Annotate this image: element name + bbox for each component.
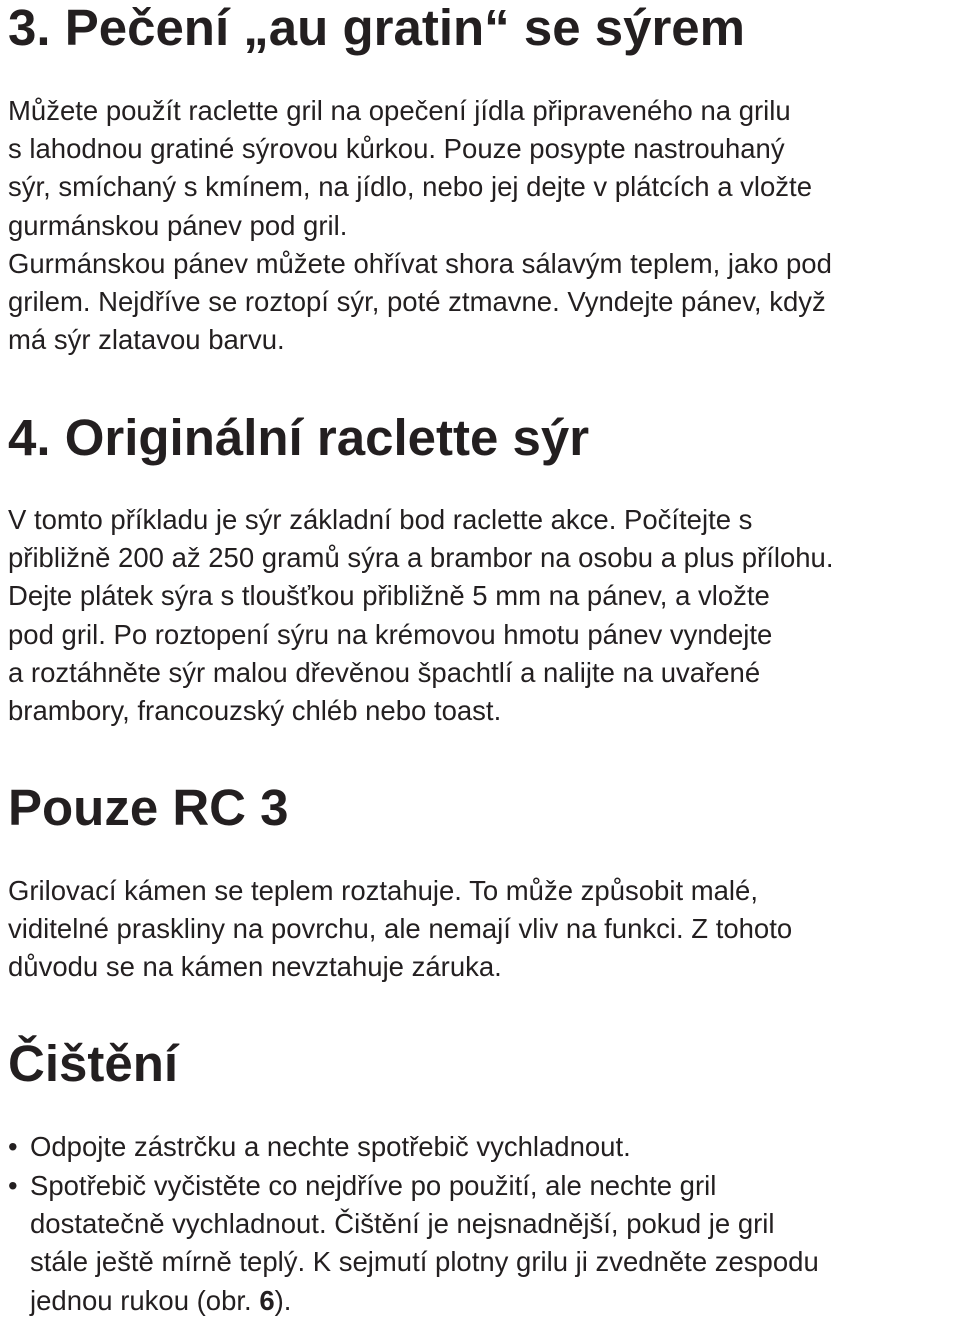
text-line: Můžete použít raclette gril na opečení jídla připraveného na grilu bbox=[8, 95, 791, 126]
rc3-heading: Pouze RC 3 bbox=[8, 779, 289, 836]
text-line-with-figure-ref bbox=[30, 1282, 960, 1320]
cleaning-heading: Čištění bbox=[8, 1035, 179, 1092]
text-line: důvodu se na kámen nevztahuje záruka. bbox=[8, 951, 502, 983]
section-4-paragraph bbox=[8, 501, 960, 730]
text-line: pod gril. Po roztopení sýru na krémovou hmotu pánev vyndejte bbox=[8, 618, 773, 650]
text-line: V tomto příkladu je sýr základní bod raclette akce. Počítejte s bbox=[8, 504, 753, 535]
text-line: sýr, smíchaný s kmínem, na jídlo, nebo jej dejte v plátcích a vložte bbox=[8, 171, 812, 203]
text-line: má sýr zlatavou barvu. bbox=[8, 324, 285, 356]
bullet-icon: • bbox=[8, 1131, 18, 1162]
text-line: Grilovací kámen se teplem roztahuje. To může způsobit malé, bbox=[8, 875, 758, 906]
text-line: dostatečně vychladnout. Čištění je nejsnadnější, pokud je gril bbox=[30, 1208, 775, 1240]
text-line: přibližně 200 až 250 gramů sýra a brambor na osobu a plus přílohu. bbox=[8, 542, 834, 574]
text-fragment: ). bbox=[274, 1284, 292, 1316]
text-line: grilem. Nejdříve se roztopí sýr, poté ztmavne. Vyndejte pánev, když bbox=[8, 286, 826, 318]
text-fragment: jednou rukou (obr. bbox=[30, 1284, 260, 1316]
bullet-text bbox=[30, 1128, 960, 1166]
text-line: a roztáhněte sýr malou dřevěnou špachtlí a nalijte na uvařené bbox=[8, 656, 761, 688]
text-line: gurmánskou pánev pod gril. bbox=[8, 209, 348, 241]
text-line: Gurmánskou pánev můžete ohřívat shora sálavým teplem, jako pod bbox=[8, 247, 832, 279]
bullet-icon: • bbox=[8, 1170, 18, 1201]
rc3-paragraph bbox=[8, 872, 960, 987]
text-line: viditelné praskliny na povrchu, ale nemají vliv na funkci. Z tohoto bbox=[8, 913, 793, 945]
text-line: Dejte plátek sýra s tloušťkou přibližně 5 mm na pánev, a vložte bbox=[8, 580, 770, 612]
text-line: Odpojte zástrčku a nechte spotřebič vychladnout. bbox=[30, 1131, 631, 1162]
section-3-paragraph bbox=[8, 92, 960, 359]
text-line: brambory, francouzský chléb nebo toast. bbox=[8, 695, 502, 727]
text-line: stále ještě mírně teplý. K sejmutí plotny grilu ji zvedněte zespodu bbox=[30, 1246, 819, 1278]
section-4-heading: 4. Originální raclette sýr bbox=[8, 409, 590, 466]
bullet-text bbox=[30, 1167, 960, 1320]
text-line: s lahodnou gratiné sýrovou kůrkou. Pouze posypte nastrouhaný bbox=[8, 133, 785, 165]
section-3-heading: 3. Pečení „au gratin“ se sýrem bbox=[8, 0, 746, 56]
figure-reference: 6 bbox=[259, 1284, 275, 1316]
text-line: Spotřebič vyčistěte co nejdříve po použití, ale nechte gril bbox=[30, 1170, 717, 1201]
